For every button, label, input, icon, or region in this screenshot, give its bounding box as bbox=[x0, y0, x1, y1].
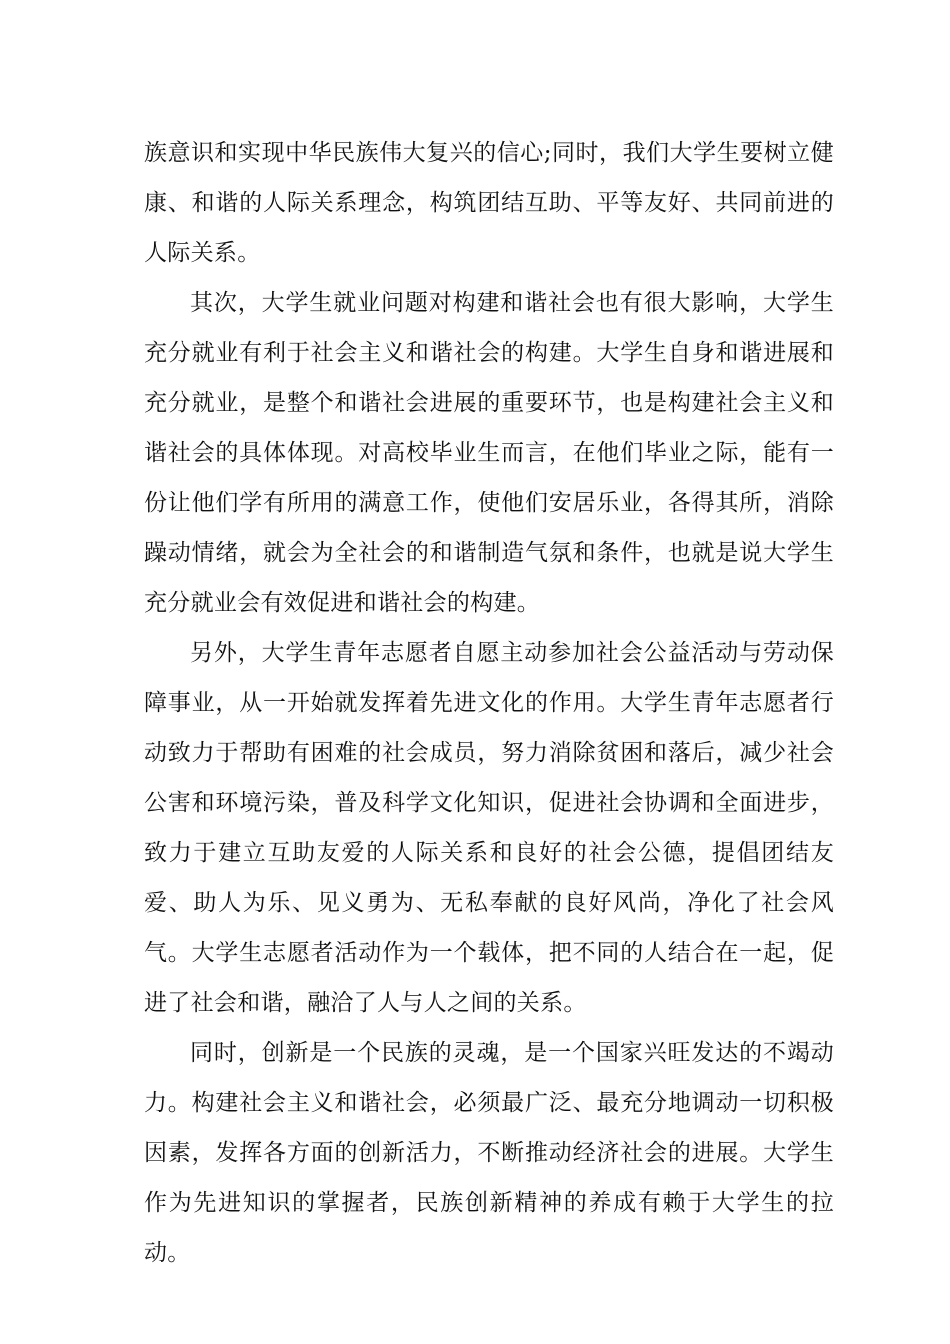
paragraph-volunteers: 另外，大学生青年志愿者自愿主动参加社会公益活动与劳动保障事业，从一开始就发挥着先进文化的作用。大学生青年志愿者行动致力于帮助有困难的社会成员，努力消除贫困和落后，减少社会公害和环境污染，普及科学文化知识，促进社会协调和全面进步，致力于建立互助友爱的人际关系和良好的社会公德，提倡团结友爱、助人为乐、见义勇为、无私奉献的良好风尚，净化了社会风气。大学生志愿者活动作为一个载体，把不同的人结合在一起，促进了社会和谐，融洽了人与人之间的关系。 bbox=[144, 640, 834, 1016]
document-body bbox=[144, 128, 834, 1278]
paragraph-employment: 其次，大学生就业问题对构建和谐社会也有很大影响，大学生充分就业有利于社会主义和谐社会的构建。大学生自身和谐进展和充分就业，是整个和谐社会进展的重要环节，也是构建社会主义和谐社会的具体体现。对高校毕业生而言，在他们毕业之际，能有一份让他们学有所用的满意工作，使他们安居乐业，各得其所，消除躁动情绪，就会为全社会的和谐制造气氛和条件，也就是说大学生充分就业会有效促进和谐社会的构建。 bbox=[144, 290, 834, 616]
paragraph-innovation: 同时，创新是一个民族的灵魂，是一个国家兴旺发达的不竭动力。构建社会主义和谐社会，必须最广泛、最充分地调动一切积极因素，发挥各方面的创新活力，不断推动经济社会的进展。大学生作为先进知识的掌握者，民族创新精神的养成有赖于大学生的拉动。 bbox=[144, 1040, 834, 1266]
paragraph-continued: 族意识和实现中华民族伟大复兴的信心;同时，我们大学生要树立健康、和谐的人际关系理念，构筑团结互助、平等友好、共同前进的人际关系。 bbox=[144, 140, 834, 266]
